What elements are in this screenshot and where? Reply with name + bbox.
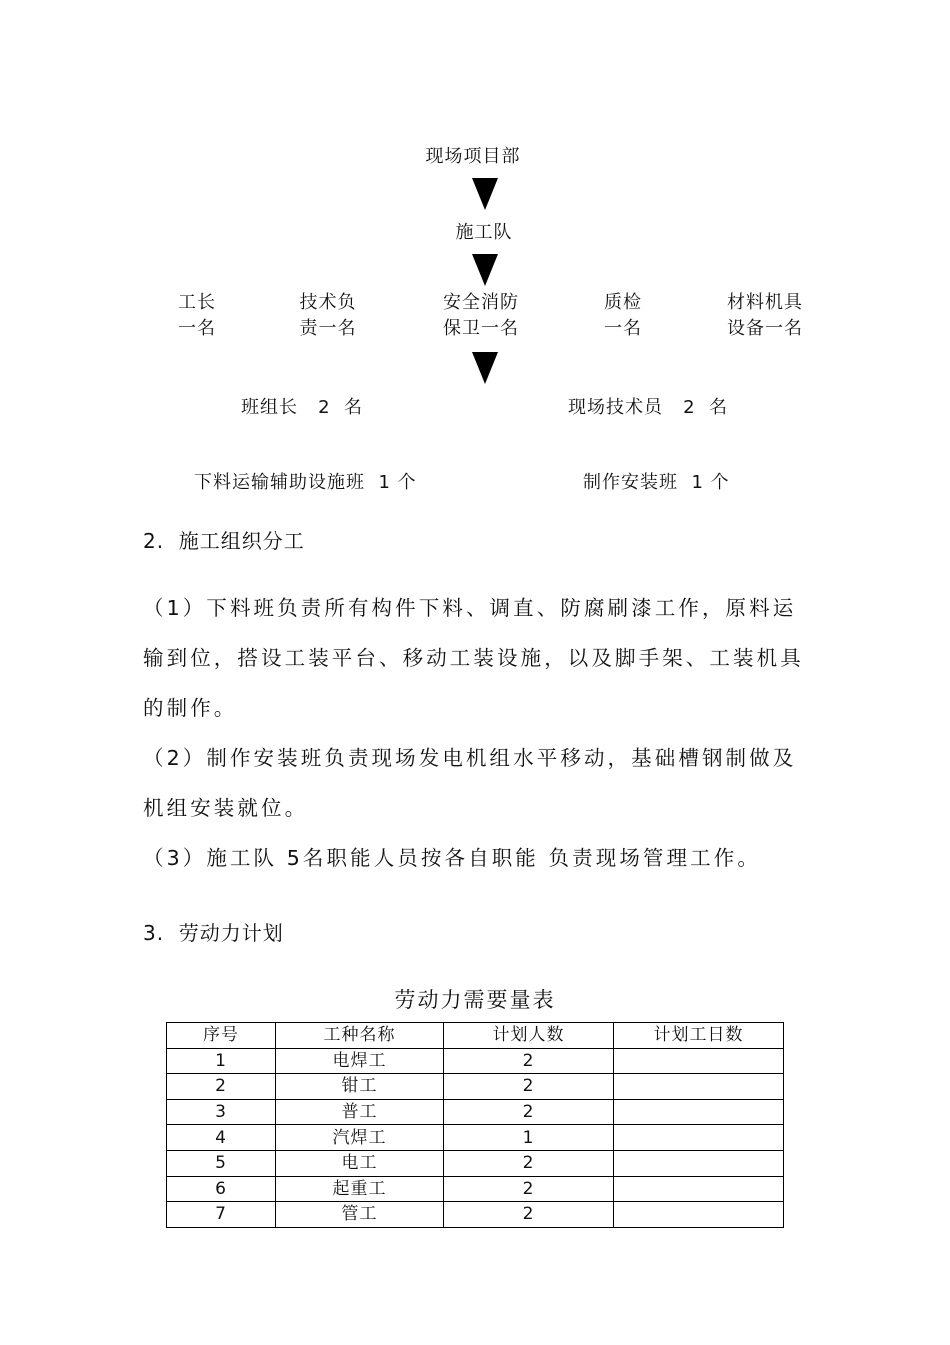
table-row [167,1176,784,1202]
table-cell: 2 [444,1048,614,1074]
org-role-line: 设备一名 [727,318,803,339]
org-crew-cutting-transport: 下料运输辅助设施班 1 个 [194,472,417,493]
table-cell: 2 [444,1202,614,1228]
org-role-line: 质检 [604,292,642,313]
table-cell: 1 [444,1125,614,1151]
org-team-unit: 施工队 [455,222,513,243]
table-cell: 6 [167,1176,276,1202]
table-cell [614,1150,784,1176]
table-cell: 1 [167,1048,276,1074]
table-cell [614,1202,784,1228]
table-cell: 5 [167,1150,276,1176]
org-top-unit: 现场项目部 [425,146,521,167]
table-cell: 4 [167,1125,276,1151]
table-cell: 7 [167,1202,276,1228]
paragraph-item-1: （1）下料班负责所有构件下料、调直、防腐刷漆工作，原料运输到位，搭设工装平台、移动工装设施，以及脚手架、工装机具的制作。 [143,596,804,720]
table-cell: 起重工 [276,1176,444,1202]
paragraph-item-2: （2）制作安装班负责现场发电机组水平移动，基础槽钢制做及机组安装就位。 [143,746,797,820]
org-team-leaders: 班组长 2 名 [241,397,364,418]
org-role-materials-equipment [705,290,825,342]
table-row [167,1099,784,1125]
org-role-line: 工长 [178,292,216,313]
table-cell: 普工 [276,1099,444,1125]
org-role-line: 安全消防 [443,292,519,313]
paragraph-item-3: （3）施工队 5名职能人员按各自职能 负责现场管理工作。 [143,846,761,870]
table-cell: 2 [444,1150,614,1176]
section-heading: 3. 劳动力计划 [143,921,284,945]
org-role-line: 技术负 [299,292,357,313]
org-role-line: 材料机具 [727,292,803,313]
table-cell: 电焊工 [276,1048,444,1074]
org-crew-fabrication-install: 制作安装班 1 个 [583,472,730,493]
labor-requirement-table [166,1022,784,1228]
down-arrow-icon [472,254,498,286]
down-arrow-icon [472,352,498,384]
table-cell [614,1125,784,1151]
table-row [167,1202,784,1228]
table-row [167,1150,784,1176]
table-cell: 电工 [276,1150,444,1176]
org-site-technicians: 现场技术员 2 名 [568,397,729,418]
table-cell: 3 [167,1099,276,1125]
table-cell [614,1074,784,1100]
table-cell: 2 [444,1176,614,1202]
org-role-line: 一名 [604,318,642,339]
org-role-quality-inspector [563,290,683,342]
table-header-row [167,1023,784,1049]
org-role-technical-lead [268,290,388,342]
org-role-line: 责一名 [299,318,357,339]
org-role-foreman [137,290,257,342]
column-header: 计划人数 [444,1023,614,1049]
org-role-line: 一名 [178,318,216,339]
table-row [167,1125,784,1151]
table-cell [614,1099,784,1125]
table-cell: 钳工 [276,1074,444,1100]
table-cell: 管工 [276,1202,444,1228]
table-title: 劳动力需要量表 [394,988,556,1012]
org-role-safety-security [421,290,541,342]
table-cell: 2 [444,1099,614,1125]
table-cell: 2 [167,1074,276,1100]
column-header: 序号 [167,1023,276,1049]
org-role-line: 保卫一名 [443,318,519,339]
table-cell [614,1048,784,1074]
table-row [167,1074,784,1100]
table-cell: 2 [444,1074,614,1100]
column-header: 计划工日数 [614,1023,784,1049]
table-cell [614,1176,784,1202]
table-row [167,1048,784,1074]
table-cell: 汽焊工 [276,1125,444,1151]
down-arrow-icon [472,178,498,210]
section-heading: 2. 施工组织分工 [143,529,305,553]
column-header: 工种名称 [276,1023,444,1049]
